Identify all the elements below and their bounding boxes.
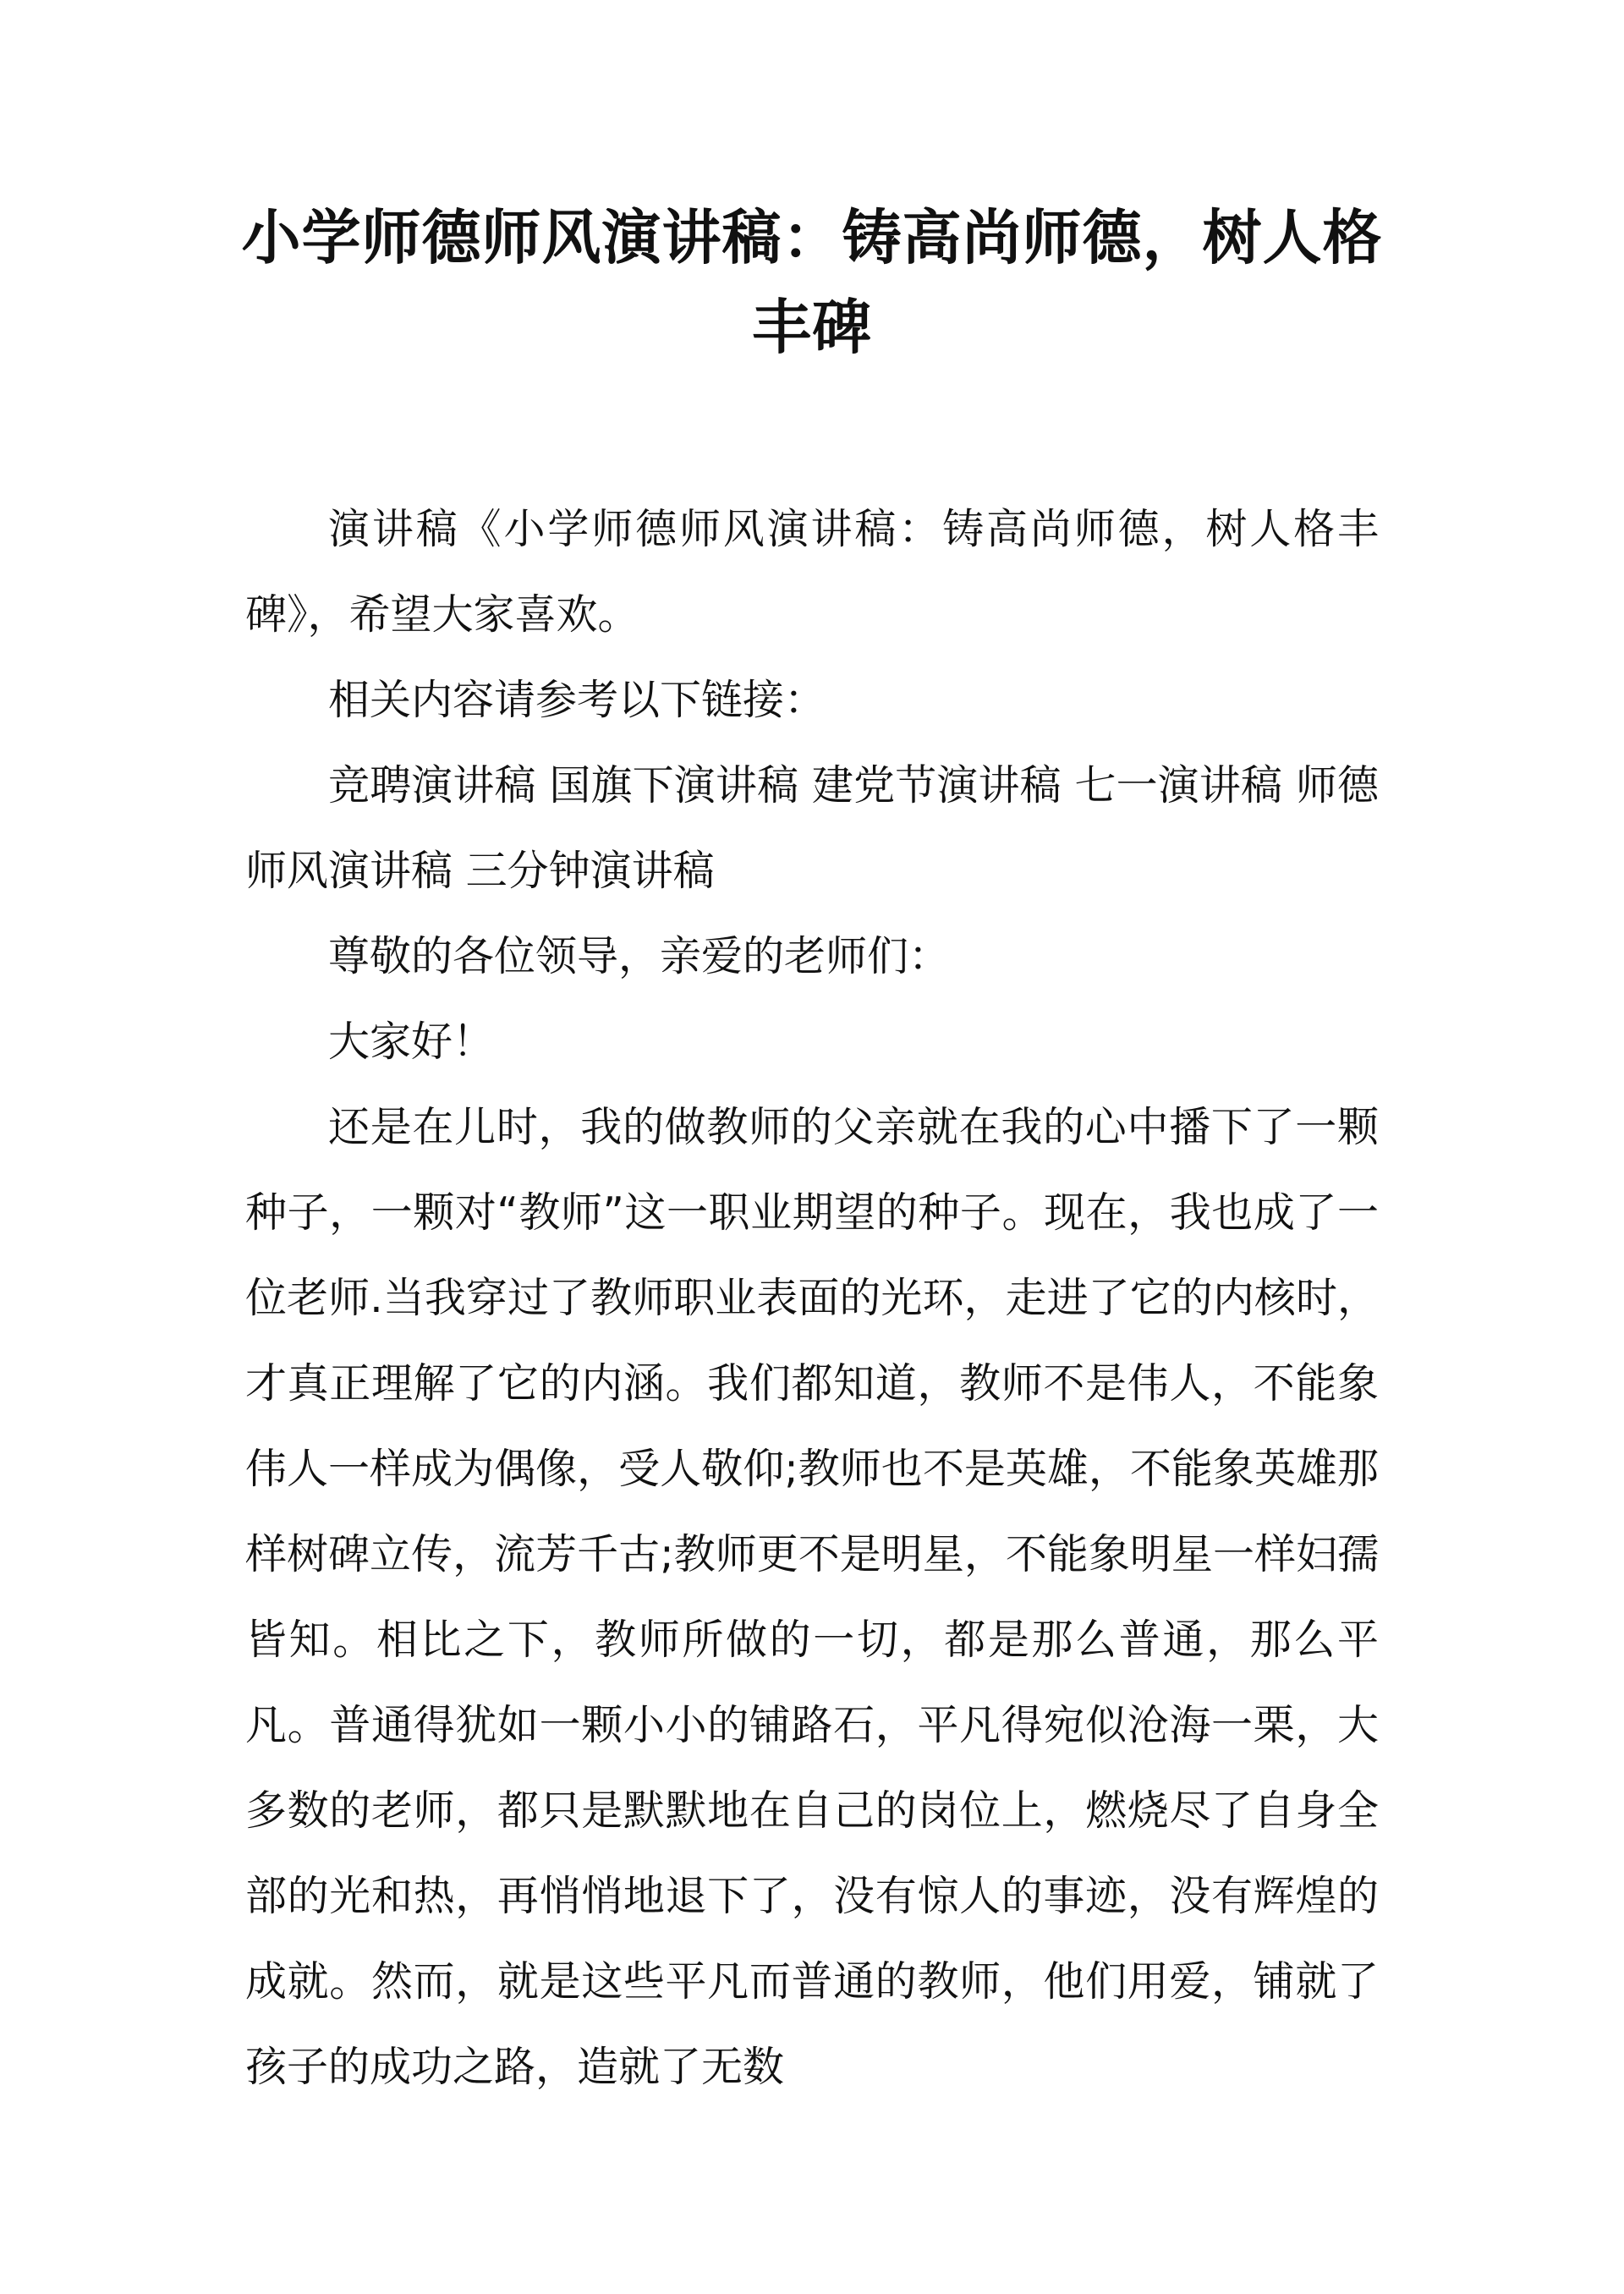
paragraph-intro: 演讲稿《小学师德师风演讲稿：铸高尚师德，树人格丰碑》，希望大家喜欢。 [245,505,1379,639]
paragraph-main: 还是在儿时，我的做教师的父亲就在我的心中播下了一颗种子，一颗对“教师”这一职业期望的种子。现在，我也成了一位老师.当我穿过了教师职业表面的光环，走进了它的内核时，才真正理解了它的内涵。我们都知道，教师不是伟人，不能象伟人一样成为偶像，受人敬仰;教师也不是英雄，不能象英雄那样树碑立传，流芳千古;教师更不是明星，不能象明星一样妇孺皆知。相比之下，教师所做的一切，都是那么普通，那么平凡。普通得犹如一颗小小的铺路石，平凡得宛似沧海一栗，大多数的老师，都只是默默地在自己的岗位上，燃烧尽了自身全部的光和热，再悄悄地退下了，没有惊人的事迹，没有辉煌的成就。然而，就是这些平凡而普通的教师，他们用爱，铺就了孩子的成功之路，造就了无数 [245,1103,1379,2091]
paragraph-salutation: 尊敬的各位领导，亲爱的老师们： [328,932,951,980]
document-title: 小学师德师风演讲稿：铸高尚师德，树人格丰碑 [241,203,1383,362]
paragraph-related-links: 竞聘演讲稿 国旗下演讲稿 建党节演讲稿 七一演讲稿 师德师风演讲稿 三分钟演讲稿 [245,761,1379,895]
paragraph-greeting: 大家好！ [328,1018,495,1066]
paragraph-related-label: 相关内容请参考以下链接： [328,676,826,724]
document-body [245,486,1379,2110]
